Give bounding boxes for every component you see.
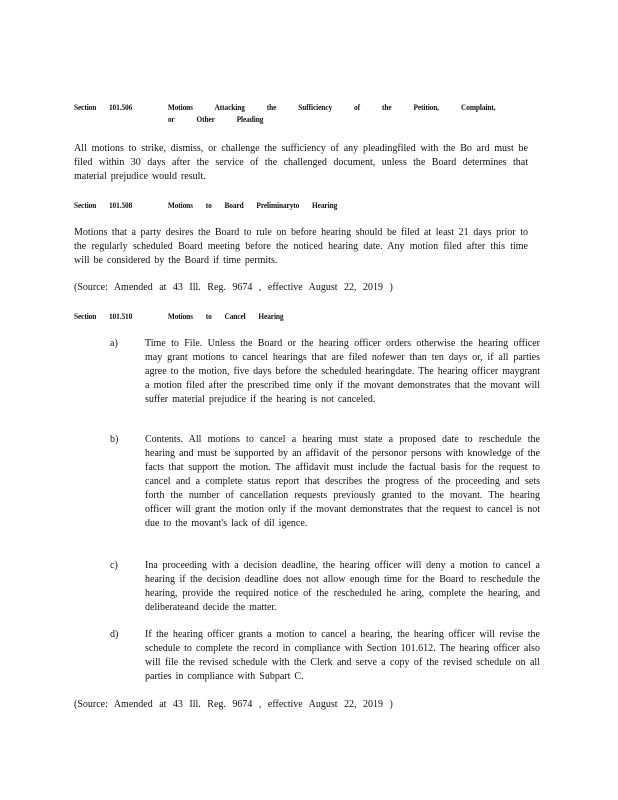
section-number: 101.510 bbox=[108, 312, 133, 321]
subsection-label: a) bbox=[110, 338, 118, 349]
source-note-101-508: (Source: Amended at 43 Ill. Reg. 9674 , effective August 22, 2019 ) bbox=[74, 282, 393, 293]
section-title: Motions to Board Preliminaryto Hearing bbox=[167, 201, 338, 210]
section-word: Section bbox=[74, 201, 97, 210]
subsection-text: Time to File. Unless the Board or the hearing officer orders otherwise the hearing officer may grant motions to cancel hearings that are filed nofewer than ten days or, if all parties agree to the motion, five days before the scheduled hearingdate. The hearing officer maygrant a motion filed after the prescribed time only if the movant demonstrates that the movant will suffer material prejudice if the hearing is not canceled. bbox=[145, 338, 540, 405]
section-number: 101.506 bbox=[108, 103, 133, 112]
section-body-101-506: All motions to strike, dismiss, or challenge the sufficiency of any pleadingfiled with the Bo ard must be filed within 30 days after the service of the challenged document, unless the Board determines that material prejudice would result. bbox=[74, 143, 528, 182]
section-body-101-508: Motions that a party desires the Board to rule on before hearing should be filed at least 21 days prior to the regularly scheduled Board meeting before the noticed hearing date. Any motion filed after this time will be considered by the Board if time permits. bbox=[74, 227, 528, 266]
section-word: Section bbox=[74, 103, 97, 112]
section-heading-101-506 bbox=[74, 102, 519, 126]
section-heading-101-510 bbox=[74, 311, 519, 323]
section-number: 101.508 bbox=[108, 201, 133, 210]
subsection-label: b) bbox=[110, 434, 119, 445]
subsection-text: If the hearing officer grants a motion to cancel a hearing, the hearing officer will revise the schedule to complete the record in compliance with Section 101.612. The hearing officer also will file the revised schedule with the Clerk and serve a copy of the revised schedule on all parties in compliance with Subpart C. bbox=[145, 629, 540, 682]
section-word: Section bbox=[74, 312, 97, 321]
section-heading-101-508 bbox=[74, 200, 519, 212]
subsection-text: Ina proceeding with a decision deadline, the hearing officer will deny a motion to cancel a hearing if the decision deadline does not allow enough time for the Board to reschedule the hearing, provide the required notice of the rescheduled he aring, complete the hearing, and deliberateand decide the matter. bbox=[145, 560, 540, 613]
section-title: Motions to Cancel Hearing bbox=[167, 312, 284, 321]
subsection-label: c) bbox=[110, 560, 118, 571]
subsection-label: d) bbox=[110, 629, 119, 640]
source-note-101-510: (Source: Amended at 43 Ill. Reg. 9674 , effective August 22, 2019 ) bbox=[74, 699, 393, 710]
subsection-text: Contents. All motions to cancel a hearing must state a proposed date to reschedule the hearing and must be supported by an affidavit of the personor persons with knowledge of the facts that support the motion. The affidavit must include the factual basis for the request to cancel and a complete status report that describes the progress of the proceeding and sets forth the number of cancellation requests previously granted to the movant. The hearing officer will grant the motion only if the movant demonstrates that the request to cancel is not due to the movant's lack of dil igence. bbox=[145, 434, 540, 529]
section-title: Motions Attacking the Sufficiency of the Petition, Complaint, or Other Pleading bbox=[167, 103, 496, 124]
